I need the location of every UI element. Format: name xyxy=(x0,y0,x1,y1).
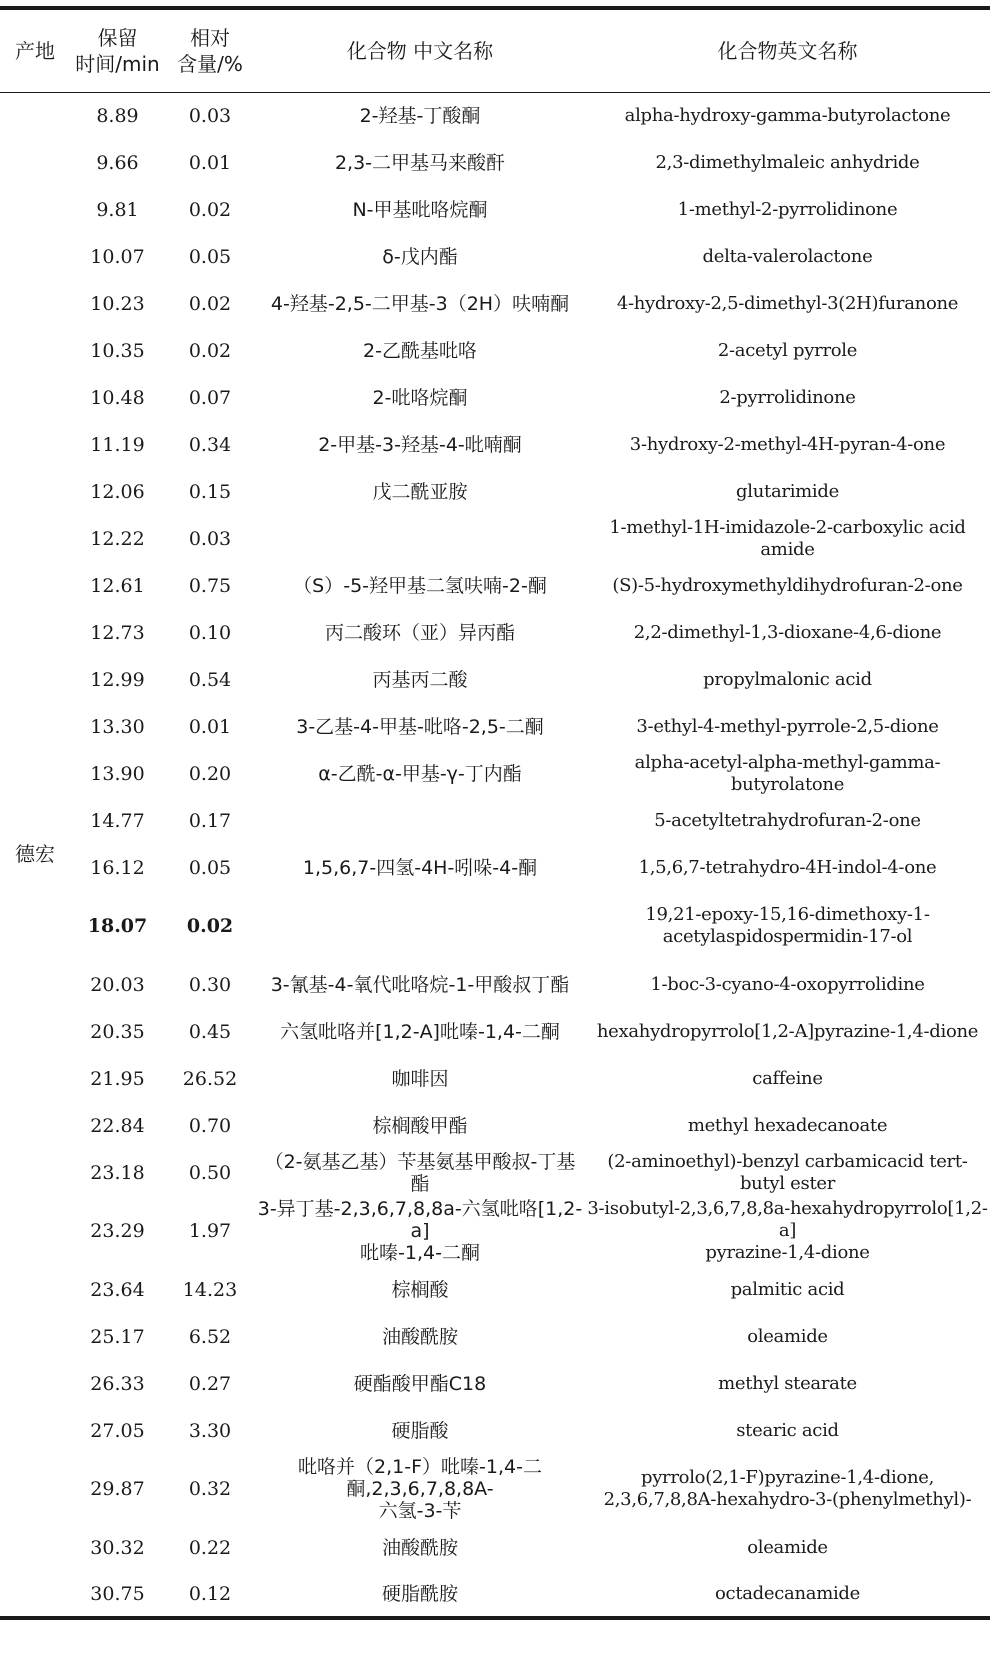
chinese-name-cell: 吡咯并（2,1-F）吡嗪-1,4-二酮,2,3,6,7,8,8A- 六氢-3-苄 xyxy=(298,1456,542,1522)
english-name-cell: methyl hexadecanoate xyxy=(687,1114,888,1136)
table-row xyxy=(0,562,990,609)
table-row xyxy=(0,374,990,421)
english-name-cell: hexahydropyrrolo[1,2-A]pyrazine-1,4-dione xyxy=(596,1020,979,1042)
retention-time-cell: 8.89 xyxy=(96,104,139,127)
english-name-cell: 4-hydroxy-2,5-dimethyl-3(2H)furanone xyxy=(616,292,959,314)
english-name-cell: 3-ethyl-4-methyl-pyrrole-2,5-dione xyxy=(636,715,939,737)
relative-content-cell: 1.97 xyxy=(188,1220,232,1242)
chinese-name-cell: 丙基丙二酸 xyxy=(372,668,468,691)
retention-time-cell: 30.75 xyxy=(90,1582,145,1605)
header-retention-time: 保留 时间/min xyxy=(70,8,165,92)
retention-time-cell: 21.95 xyxy=(90,1067,145,1090)
english-name-cell: alpha-hydroxy-gamma-butyrolactone xyxy=(624,104,951,126)
table-row xyxy=(0,1571,990,1618)
chinese-name-cell: 丙二酸环（亚）异丙酯 xyxy=(324,621,515,644)
english-name-cell: 3-hydroxy-2-methyl-4H-pyran-4-one xyxy=(629,433,946,455)
relative-content-cell: 0.15 xyxy=(188,480,232,503)
origin-cell: 德宏 xyxy=(15,842,55,867)
retention-time-cell: 12.06 xyxy=(90,480,145,503)
relative-content-cell: 0.07 xyxy=(188,386,232,409)
retention-time-cell: 12.22 xyxy=(90,527,145,550)
relative-content-cell: 0.20 xyxy=(188,762,232,785)
chinese-name-cell: 六氢吡咯并[1,2-A]吡嗪-1,4-二酮 xyxy=(280,1020,560,1043)
header-english-name: 化合物英文名称 xyxy=(585,8,990,92)
relative-content-cell: 0.02 xyxy=(188,339,232,362)
relative-content-cell: 0.54 xyxy=(188,668,232,691)
retention-time-cell: 11.19 xyxy=(90,433,145,456)
english-name-cell: delta-valerolactone xyxy=(702,245,873,267)
retention-time-cell: 20.35 xyxy=(90,1020,145,1043)
retention-time-cell: 23.64 xyxy=(90,1278,145,1301)
relative-content-cell: 0.10 xyxy=(188,621,232,644)
english-name-cell: (2-aminoethyl)-benzyl carbamicacid tert-butyl ester xyxy=(607,1150,968,1194)
relative-content-cell: 0.01 xyxy=(188,151,232,174)
english-name-cell: octadecanamide xyxy=(715,1582,860,1604)
english-name-cell: oleamide xyxy=(747,1325,828,1347)
chinese-name-cell: 棕榈酸甲酯 xyxy=(372,1114,468,1137)
compound-table xyxy=(0,6,990,1620)
header-relative-content: 相对 含量/% xyxy=(165,8,255,92)
table-row xyxy=(0,1360,990,1407)
table-row xyxy=(0,233,990,280)
retention-time-cell: 12.61 xyxy=(90,574,145,597)
retention-time-cell: 10.48 xyxy=(90,386,145,409)
header-origin: 产地 xyxy=(0,8,70,92)
english-name-cell: alpha-acetyl-alpha-methyl-gamma-butyrolatone xyxy=(634,751,941,795)
english-name-cell: 1-methyl-1H-imidazole-2-carboxylic acid amide xyxy=(609,516,966,560)
relative-content-cell: 0.05 xyxy=(188,245,232,268)
table-row xyxy=(0,609,990,656)
relative-content-cell: 0.27 xyxy=(188,1372,232,1395)
table-row xyxy=(0,1196,990,1266)
chinese-name-cell: 硬脂酸 xyxy=(391,1419,449,1442)
relative-content-cell: 14.23 xyxy=(182,1278,238,1301)
relative-content-cell: 0.17 xyxy=(188,809,232,832)
relative-content-cell: 0.05 xyxy=(188,856,232,879)
table-row xyxy=(0,1102,990,1149)
retention-time-cell: 20.03 xyxy=(90,973,145,996)
retention-time-cell: 13.30 xyxy=(90,715,145,738)
english-name-cell: 1,5,6,7-tetrahydro-4H-indol-4-one xyxy=(638,856,937,878)
header-chinese-name: 化合物 中文名称 xyxy=(255,8,585,92)
chinese-name-cell: N-甲基吡咯烷酮 xyxy=(352,198,488,221)
table-row xyxy=(0,961,990,1008)
chinese-name-cell: α-乙酰-α-甲基-γ-丁内酯 xyxy=(318,762,522,785)
relative-content-cell: 0.30 xyxy=(188,973,232,996)
table-row xyxy=(0,515,990,562)
table-row xyxy=(0,1454,990,1524)
chinese-name-cell: 2-羟基-丁酸酮 xyxy=(359,104,481,127)
relative-content-cell: 0.32 xyxy=(188,1478,232,1500)
table-row xyxy=(0,468,990,515)
retention-time-cell: 29.87 xyxy=(90,1478,145,1500)
chinese-name-cell: 3-乙基-4-甲基-吡咯-2,5-二酮 xyxy=(296,715,544,738)
english-name-cell: stearic acid xyxy=(736,1419,839,1441)
table-row xyxy=(0,703,990,750)
chinese-name-cell: 4-羟基-2,5-二甲基-3（2H）呋喃酮 xyxy=(270,292,570,315)
retention-time-cell: 18.07 xyxy=(87,915,148,937)
english-name-cell: 2-acetyl pyrrole xyxy=(717,339,858,361)
relative-content-cell: 3.30 xyxy=(188,1419,232,1442)
retention-time-cell: 12.99 xyxy=(90,668,145,691)
relative-content-cell: 0.02 xyxy=(186,915,234,937)
chinese-name-cell xyxy=(255,797,585,844)
english-name-cell: palmitic acid xyxy=(730,1278,845,1300)
english-name-cell: 5-acetyltetrahydrofuran-2-one xyxy=(654,809,921,831)
chinese-name-cell: 2-甲基-3-羟基-4-吡喃酮 xyxy=(318,433,522,456)
table-row xyxy=(0,1008,990,1055)
table-row xyxy=(0,1313,990,1360)
retention-time-cell: 16.12 xyxy=(90,856,145,879)
retention-time-cell: 23.18 xyxy=(90,1161,145,1184)
retention-time-cell: 26.33 xyxy=(90,1372,145,1395)
chinese-name-cell: 硬脂酰胺 xyxy=(381,1582,458,1605)
english-name-cell: 1-boc-3-cyano-4-oxopyrrolidine xyxy=(650,973,925,995)
table-body xyxy=(0,92,990,1618)
table-row xyxy=(0,1407,990,1454)
relative-content-cell: 0.22 xyxy=(188,1536,232,1559)
chinese-name-cell xyxy=(255,515,585,562)
chinese-name-cell: 咖啡因 xyxy=(391,1067,449,1090)
table-row xyxy=(0,139,990,186)
chinese-name-cell: 3-氰基-4-氧代吡咯烷-1-甲酸叔丁酯 xyxy=(270,973,570,996)
chinese-name-cell: 戊二酰亚胺 xyxy=(372,480,468,503)
english-name-cell: 2,3-dimethylmaleic anhydride xyxy=(655,151,920,173)
relative-content-cell: 0.03 xyxy=(188,527,232,550)
relative-content-cell: 26.52 xyxy=(182,1067,238,1090)
relative-content-cell: 0.12 xyxy=(188,1582,232,1605)
table-row xyxy=(0,186,990,233)
table-row xyxy=(0,750,990,797)
english-name-cell: (S)-5-hydroxymethyldihydrofuran-2-one xyxy=(612,574,963,596)
table-row xyxy=(0,1055,990,1102)
relative-content-cell: 0.75 xyxy=(188,574,232,597)
table-row xyxy=(0,280,990,327)
english-name-cell: 19,21-epoxy-15,16-dimethoxy-1- acetylaspidospermidin-17-ol xyxy=(645,904,930,947)
table-row xyxy=(0,1524,990,1571)
table-row xyxy=(0,421,990,468)
chinese-name-cell: 油酸酰胺 xyxy=(381,1325,458,1348)
chinese-name-cell xyxy=(255,891,585,961)
retention-time-cell: 30.32 xyxy=(90,1536,145,1559)
english-name-cell: caffeine xyxy=(752,1067,823,1089)
english-name-cell: glutarimide xyxy=(736,480,839,502)
chinese-name-cell: 1,5,6,7-四氢-4H-吲哚-4-酮 xyxy=(302,856,538,879)
retention-time-cell: 13.90 xyxy=(90,762,145,785)
chinese-name-cell: （2-氨基乙基）苄基氨基甲酸叔-丁基酯 xyxy=(264,1150,576,1195)
table-row xyxy=(0,92,990,139)
english-name-cell: 3-isobutyl-2,3,6,7,8,8a-hexahydropyrrolo[1,2-a] pyrazine-1,4-dione xyxy=(587,1198,988,1263)
retention-time-cell: 27.05 xyxy=(90,1419,145,1442)
table-row xyxy=(0,1266,990,1313)
table-row xyxy=(0,1149,990,1196)
chinese-name-cell: 油酸酰胺 xyxy=(381,1536,458,1559)
chinese-name-cell: （S）-5-羟甲基二氢呋喃-2-酮 xyxy=(293,574,547,597)
relative-content-cell: 0.70 xyxy=(188,1114,232,1137)
retention-time-cell: 22.84 xyxy=(90,1114,145,1137)
retention-time-cell: 14.77 xyxy=(90,809,145,832)
chinese-name-cell: δ-戊内酯 xyxy=(382,245,458,268)
chinese-name-cell: 3-异丁基-2,3,6,7,8,8a-六氢吡咯[1,2-a] 吡嗪-1,4-二酮 xyxy=(257,1198,583,1264)
english-name-cell: propylmalonic acid xyxy=(703,668,872,690)
english-name-cell: 2,2-dimethyl-1,3-dioxane-4,6-dione xyxy=(633,621,942,643)
retention-time-cell: 25.17 xyxy=(90,1325,145,1348)
relative-content-cell: 0.02 xyxy=(188,292,232,315)
english-name-cell: pyrrolo(2,1-F)pyrazine-1,4-dione, 2,3,6,7,8,8A-hexahydro-3-(phenylmethyl)- xyxy=(603,1467,972,1510)
chinese-name-cell: 2-吡咯烷酮 xyxy=(372,386,468,409)
retention-time-cell: 23.29 xyxy=(90,1220,145,1242)
chinese-name-cell: 硬酯酸甲酯C18 xyxy=(353,1372,487,1395)
english-name-cell: oleamide xyxy=(747,1536,828,1558)
retention-time-cell: 10.23 xyxy=(90,292,145,315)
table-row xyxy=(0,797,990,844)
relative-content-cell: 0.34 xyxy=(188,433,232,456)
table-row xyxy=(0,844,990,891)
relative-content-cell: 0.02 xyxy=(188,198,232,221)
chinese-name-cell: 2-乙酰基吡咯 xyxy=(363,339,477,362)
table-row xyxy=(0,891,990,961)
retention-time-cell: 9.81 xyxy=(96,198,139,221)
english-name-cell: 2-pyrrolidinone xyxy=(719,386,856,408)
english-name-cell: 1-methyl-2-pyrrolidinone xyxy=(677,198,898,220)
retention-time-cell: 10.07 xyxy=(90,245,145,268)
chinese-name-cell: 2,3-二甲基马来酸酐 xyxy=(334,151,506,174)
relative-content-cell: 0.50 xyxy=(188,1161,232,1184)
table-row xyxy=(0,656,990,703)
table-row xyxy=(0,327,990,374)
relative-content-cell: 0.45 xyxy=(188,1020,232,1043)
retention-time-cell: 12.73 xyxy=(90,621,145,644)
relative-content-cell: 0.01 xyxy=(188,715,232,738)
retention-time-cell: 9.66 xyxy=(96,151,139,174)
header-row xyxy=(0,8,990,92)
chinese-name-cell: 棕榈酸 xyxy=(391,1278,449,1301)
retention-time-cell: 10.35 xyxy=(90,339,145,362)
english-name-cell: methyl stearate xyxy=(718,1372,857,1394)
relative-content-cell: 0.03 xyxy=(188,104,232,127)
relative-content-cell: 6.52 xyxy=(188,1325,232,1348)
